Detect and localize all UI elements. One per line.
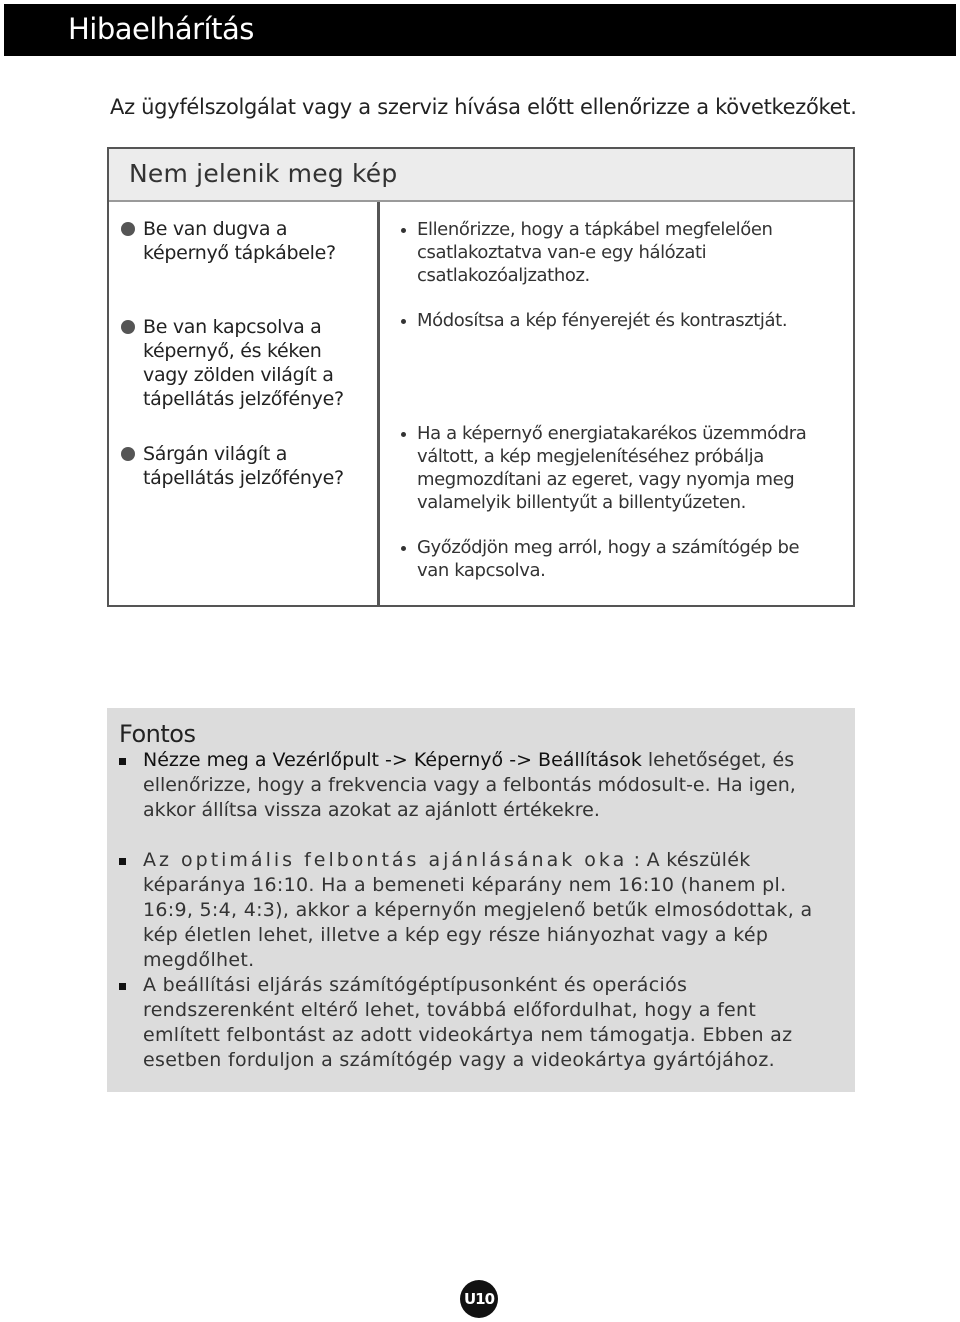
note-item-control-panel (119, 748, 839, 823)
answer-check-cable (401, 218, 847, 287)
bullet-icon (401, 546, 406, 551)
bullet-icon (121, 447, 135, 461)
page-title: Hibaelhárítás (68, 12, 254, 46)
intro-text: Az ügyfélszolgálat vagy a szerviz hívása előtt ellenőrizze a következőket. (110, 95, 857, 119)
bullet-icon (119, 758, 126, 765)
answer-text: Módosítsa a kép fényerejét és kontrasztját. (417, 310, 788, 331)
answer-text: Ellenőrizze, hogy a tápkábel megfelelően csatlakoztatva van-e egy hálózati csatlakozóaljzathoz. (417, 219, 773, 286)
note-text: : A készülék képaránya 16:10. Ha a bemeneti képarány nem 16:10 (hanem pl. 16:9, 5:4, 4:3), akkor a képernyőn megjelenő betűk elmosódottak, a kép életlen lehet, illetve a kép egy része hiányozhat vagy a kép megdőlhet. (143, 849, 813, 971)
panel-title: Nem jelenik meg kép (129, 159, 398, 188)
note-item-resolution (119, 848, 839, 973)
page-header (4, 4, 956, 56)
bullet-icon (121, 222, 135, 236)
note-emphasis: Nézze meg a Vezérlőpult -> Képernyő -> Beállítások (143, 749, 642, 771)
column-divider (377, 202, 380, 605)
answer-brightness (401, 309, 847, 332)
answer-text: Ha a képernyő energiatakarékos üzemmódra váltott, a kép megjelenítéséhez próbálja megmozdítani az egeret, vagy nyomja meg valamelyik billentyűt a billentyűzeten. (417, 423, 807, 513)
note-emphasis: Az optimális felbontás ajánlásának oka (143, 849, 628, 871)
answer-computer-on (401, 536, 817, 582)
note-item-video-card (119, 973, 839, 1073)
question-text: Be van dugva a képernyő tápkábele? (143, 218, 336, 264)
page-number-badge: U10 (460, 1280, 498, 1318)
question-yellow-led (121, 442, 373, 490)
bullet-icon (121, 320, 135, 334)
panel-header (109, 149, 853, 202)
bullet-icon (119, 983, 126, 990)
question-power-cable (121, 217, 375, 265)
note-text: lehetőséget, és ellenőrizze, hogy a frekvencia vagy a felbontás módosult-e. Ha igen, akkor állítsa vissza azokat az ajánlott értékekre. (143, 749, 796, 821)
note-title: Fontos (119, 720, 196, 748)
answer-power-saving (401, 422, 847, 514)
bullet-icon (401, 432, 406, 437)
important-note (107, 708, 855, 1092)
bullet-icon (401, 228, 406, 233)
bullet-icon (119, 858, 126, 865)
question-text: Be van kapcsolva a képernyő, és kéken vagy zölden világít a tápellátás jelzőfénye? (143, 316, 344, 410)
question-power-led (121, 315, 371, 411)
question-text: Sárgán világít a tápellátás jelzőfénye? (143, 443, 344, 489)
troubleshoot-panel (107, 147, 855, 607)
answer-text: Győződjön meg arról, hogy a számítógép be van kapcsolva. (417, 537, 800, 581)
bullet-icon (401, 319, 406, 324)
note-text: A beállítási eljárás számítógéptípusonként és operációs rendszerenként eltérő lehet, továbbá előfordulhat, hogy a fent említett felbontást az adott videokártya nem támogatja. Ebben az esetben forduljon a számítógép vagy a videokártya gyártójához. (143, 974, 793, 1071)
